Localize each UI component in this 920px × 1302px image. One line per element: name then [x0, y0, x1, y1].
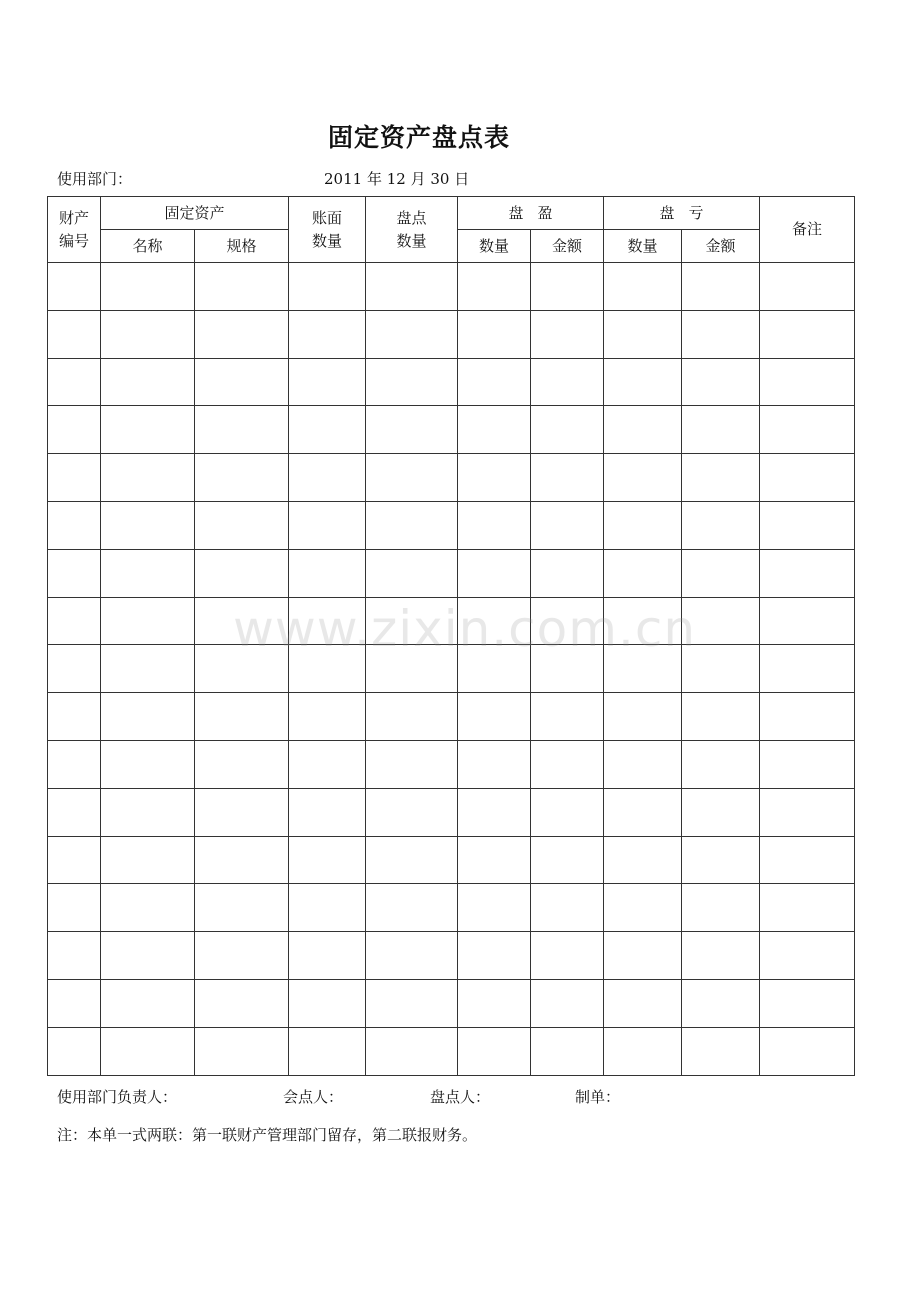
header-spec: 规格 — [195, 230, 289, 263]
header-surplus-qty: 数量 — [458, 230, 531, 263]
signature-dept-head: 使用部门负责人： — [57, 1088, 178, 1106]
table-cell[interactable] — [48, 310, 101, 358]
table-cell[interactable] — [195, 310, 289, 358]
table-cell[interactable] — [604, 693, 682, 741]
table-cell[interactable] — [458, 549, 531, 597]
table-cell[interactable] — [760, 454, 855, 502]
table-cell[interactable] — [604, 263, 682, 311]
signature-counter: 盘点人： — [430, 1088, 491, 1106]
table-cell[interactable] — [366, 788, 458, 836]
table-cell[interactable] — [48, 740, 101, 788]
table-cell[interactable] — [366, 693, 458, 741]
table-cell[interactable] — [289, 788, 366, 836]
table-cell[interactable] — [531, 836, 604, 884]
table-cell[interactable] — [101, 358, 195, 406]
table-cell[interactable] — [531, 263, 604, 311]
table-cell[interactable] — [682, 693, 760, 741]
table-cell[interactable] — [101, 263, 195, 311]
table-cell[interactable] — [195, 406, 289, 454]
table-cell[interactable] — [458, 454, 531, 502]
table-cell[interactable] — [760, 740, 855, 788]
table-cell[interactable] — [682, 836, 760, 884]
table-row — [48, 1027, 855, 1075]
table-cell[interactable] — [48, 979, 101, 1027]
table-cell[interactable] — [48, 454, 101, 502]
table-cell[interactable] — [366, 836, 458, 884]
table-cell[interactable] — [604, 549, 682, 597]
table-cell[interactable] — [458, 1027, 531, 1075]
table-cell[interactable] — [366, 454, 458, 502]
table-cell[interactable] — [531, 788, 604, 836]
department-label: 使用部门： — [57, 170, 133, 188]
table-cell[interactable] — [760, 884, 855, 932]
header-surplus: 盘盈 — [458, 197, 604, 230]
table-cell[interactable] — [458, 788, 531, 836]
table-cell[interactable] — [101, 501, 195, 549]
table-cell[interactable] — [48, 501, 101, 549]
table-cell[interactable] — [458, 836, 531, 884]
table-cell[interactable] — [682, 788, 760, 836]
table-cell[interactable] — [458, 263, 531, 311]
table-cell[interactable] — [531, 310, 604, 358]
table-cell[interactable] — [101, 645, 195, 693]
table-cell[interactable] — [366, 979, 458, 1027]
table-cell[interactable] — [195, 740, 289, 788]
table-cell[interactable] — [604, 406, 682, 454]
table-cell[interactable] — [604, 1027, 682, 1075]
table-cell[interactable] — [366, 358, 458, 406]
header-asset-no-text: 财产 编号 — [58, 209, 89, 250]
table-cell[interactable] — [604, 788, 682, 836]
header-deficit: 盘亏 — [604, 197, 760, 230]
table-row — [48, 406, 855, 454]
table-cell[interactable] — [531, 884, 604, 932]
table-cell[interactable] — [682, 549, 760, 597]
table-cell[interactable] — [760, 836, 855, 884]
table-cell[interactable] — [48, 932, 101, 980]
table-cell[interactable] — [760, 1027, 855, 1075]
header-deficit-amount: 金额 — [682, 230, 760, 263]
table-row — [48, 263, 855, 311]
table-cell[interactable] — [289, 454, 366, 502]
table-cell[interactable] — [366, 549, 458, 597]
table-cell[interactable] — [760, 693, 855, 741]
table-cell[interactable] — [101, 597, 195, 645]
table-cell[interactable] — [760, 979, 855, 1027]
table-cell[interactable] — [458, 501, 531, 549]
table-cell[interactable] — [458, 979, 531, 1027]
table-cell[interactable] — [760, 501, 855, 549]
table-cell[interactable] — [760, 310, 855, 358]
table-cell[interactable] — [760, 932, 855, 980]
header-asset-no — [48, 197, 101, 263]
table-cell[interactable] — [101, 406, 195, 454]
table-cell[interactable] — [195, 693, 289, 741]
table-cell[interactable] — [195, 263, 289, 311]
table-cell[interactable] — [48, 788, 101, 836]
table-cell[interactable] — [531, 358, 604, 406]
page-title: 固定资产盘点表 — [327, 123, 510, 152]
table-cell[interactable] — [682, 979, 760, 1027]
table-cell[interactable] — [760, 358, 855, 406]
table-cell[interactable] — [760, 549, 855, 597]
table-cell[interactable] — [682, 406, 760, 454]
table-row — [48, 836, 855, 884]
table-cell[interactable] — [531, 979, 604, 1027]
table-cell[interactable] — [604, 836, 682, 884]
table-cell[interactable] — [531, 549, 604, 597]
table-row — [48, 932, 855, 980]
table-row — [48, 549, 855, 597]
table-cell[interactable] — [289, 836, 366, 884]
table-cell[interactable] — [458, 310, 531, 358]
header-name: 名称 — [101, 230, 195, 263]
table-cell[interactable] — [195, 358, 289, 406]
table-cell[interactable] — [682, 310, 760, 358]
header-deficit-qty: 数量 — [604, 230, 682, 263]
table-cell[interactable] — [101, 884, 195, 932]
table-cell[interactable] — [289, 549, 366, 597]
table-cell[interactable] — [458, 884, 531, 932]
table-cell[interactable] — [760, 788, 855, 836]
table-cell[interactable] — [760, 597, 855, 645]
header-count-qty-text: 盘点 数量 — [396, 209, 427, 250]
table-cell[interactable] — [682, 1027, 760, 1075]
report-date: 2011 年 12 月 30 日 — [324, 170, 470, 188]
header-count-qty — [366, 197, 458, 263]
table-cell[interactable] — [101, 836, 195, 884]
table-cell[interactable] — [366, 884, 458, 932]
table-cell[interactable] — [195, 454, 289, 502]
table-cell[interactable] — [682, 501, 760, 549]
table-cell[interactable] — [195, 788, 289, 836]
table-cell[interactable] — [604, 358, 682, 406]
table-cell[interactable] — [195, 549, 289, 597]
table-cell[interactable] — [289, 501, 366, 549]
table-cell[interactable] — [48, 693, 101, 741]
table-cell[interactable] — [366, 501, 458, 549]
table-cell[interactable] — [289, 1027, 366, 1075]
table-cell[interactable] — [195, 884, 289, 932]
table-cell[interactable] — [48, 884, 101, 932]
table-cell[interactable] — [101, 979, 195, 1027]
table-cell[interactable] — [48, 836, 101, 884]
table-cell[interactable] — [101, 549, 195, 597]
table-cell[interactable] — [101, 310, 195, 358]
table-cell[interactable] — [682, 932, 760, 980]
table-row — [48, 979, 855, 1027]
table-cell[interactable] — [458, 358, 531, 406]
table-cell[interactable] — [531, 693, 604, 741]
table-cell[interactable] — [604, 979, 682, 1027]
header-surplus-amount: 金额 — [531, 230, 604, 263]
table-cell[interactable] — [101, 740, 195, 788]
table-cell[interactable] — [195, 501, 289, 549]
header-remark: 备注 — [760, 197, 855, 263]
table-cell[interactable] — [531, 406, 604, 454]
watermark: www.zixin.com.cn — [233, 600, 697, 658]
table-cell[interactable] — [531, 1027, 604, 1075]
table-cell[interactable] — [458, 932, 531, 980]
table-cell[interactable] — [289, 358, 366, 406]
table-cell[interactable] — [682, 263, 760, 311]
table-cell[interactable] — [195, 1027, 289, 1075]
table-cell[interactable] — [48, 549, 101, 597]
table-cell[interactable] — [48, 263, 101, 311]
table-cell[interactable] — [289, 263, 366, 311]
table-cell[interactable] — [195, 836, 289, 884]
table-cell[interactable] — [366, 310, 458, 358]
table-cell[interactable] — [366, 1027, 458, 1075]
table-cell[interactable] — [289, 310, 366, 358]
table-cell[interactable] — [101, 693, 195, 741]
table-cell[interactable] — [289, 740, 366, 788]
table-row — [48, 884, 855, 932]
table-row — [48, 310, 855, 358]
table-cell[interactable] — [531, 501, 604, 549]
table-cell[interactable] — [101, 1027, 195, 1075]
header-fixed-asset: 固定资产 — [101, 197, 289, 230]
table-cell[interactable] — [289, 406, 366, 454]
header-book-qty — [289, 197, 366, 263]
table-cell[interactable] — [48, 597, 101, 645]
table-cell[interactable] — [366, 740, 458, 788]
table-row — [48, 788, 855, 836]
table-cell[interactable] — [760, 406, 855, 454]
table-cell[interactable] — [682, 740, 760, 788]
table-cell[interactable] — [531, 740, 604, 788]
signature-preparer: 制单： — [575, 1088, 621, 1106]
table-row — [48, 693, 855, 741]
table-cell[interactable] — [604, 501, 682, 549]
table-cell[interactable] — [458, 740, 531, 788]
table-row — [48, 454, 855, 502]
footnote: 注：本单一式两联：第一联财产管理部门留存，第二联报财务。 — [57, 1126, 478, 1144]
table-cell[interactable] — [289, 979, 366, 1027]
table-cell[interactable] — [195, 932, 289, 980]
table-cell[interactable] — [366, 932, 458, 980]
table-row — [48, 740, 855, 788]
table-cell[interactable] — [604, 454, 682, 502]
table-row — [48, 501, 855, 549]
table-cell[interactable] — [604, 310, 682, 358]
table-cell[interactable] — [48, 1027, 101, 1075]
header-book-qty-text: 账面 数量 — [312, 209, 343, 250]
table-cell[interactable] — [760, 263, 855, 311]
table-cell[interactable] — [682, 884, 760, 932]
table-cell[interactable] — [101, 454, 195, 502]
signature-co-counter: 会点人： — [283, 1088, 344, 1106]
table-cell[interactable] — [48, 406, 101, 454]
table-cell[interactable] — [101, 932, 195, 980]
table-cell[interactable] — [458, 693, 531, 741]
table-cell[interactable] — [531, 932, 604, 980]
table-cell[interactable] — [289, 932, 366, 980]
table-cell[interactable] — [682, 358, 760, 406]
table-cell[interactable] — [101, 788, 195, 836]
table-cell[interactable] — [48, 645, 101, 693]
table-cell[interactable] — [604, 884, 682, 932]
table-cell[interactable] — [366, 263, 458, 311]
header-row-1 — [48, 197, 855, 230]
table-cell[interactable] — [604, 932, 682, 980]
table-cell[interactable] — [195, 979, 289, 1027]
table-cell[interactable] — [289, 693, 366, 741]
table-cell[interactable] — [366, 406, 458, 454]
table-cell[interactable] — [760, 645, 855, 693]
table-cell[interactable] — [458, 406, 531, 454]
table-cell[interactable] — [604, 740, 682, 788]
table-body — [48, 263, 855, 1076]
table-cell[interactable] — [531, 454, 604, 502]
table-cell[interactable] — [289, 884, 366, 932]
table-cell[interactable] — [682, 454, 760, 502]
table-cell[interactable] — [48, 358, 101, 406]
table-row — [48, 358, 855, 406]
